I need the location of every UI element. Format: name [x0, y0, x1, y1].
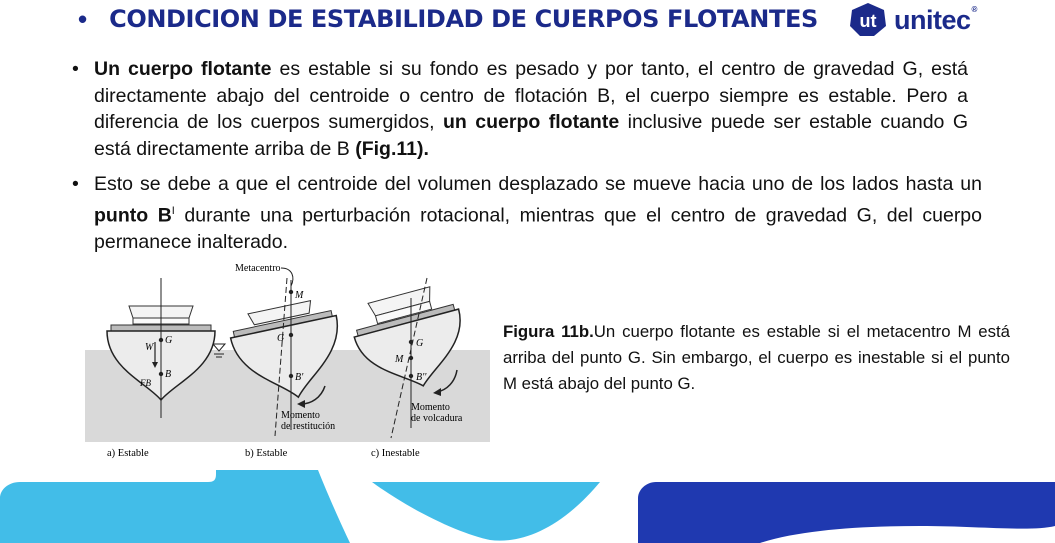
- figure-caption: [503, 319, 1010, 397]
- metacentro-label: Metacentro: [235, 263, 281, 274]
- unitec-badge-icon: [848, 2, 888, 38]
- label-B: B: [165, 369, 172, 380]
- bold-text: Un cuerpo flotante: [94, 58, 272, 80]
- caption-a: a) Estable: [107, 448, 149, 459]
- overturning-moment-label-1: Momento: [411, 402, 450, 413]
- body-text: es estable si su fondo es pesado y por tanto, el centro de gravedad G, está directamente abajo del centroide o centro de flotación B, el cuerpo siempre es estable. Pero a diferencia de los cuerpos sumergidos,: [94, 58, 968, 133]
- body-text: Esto se debe a que el centroide del volumen desplazado se mueve hacia uno de los lados hasta un: [94, 173, 982, 195]
- caption-label: Figura 11b.: [503, 322, 594, 341]
- label-Fb: FB: [140, 378, 151, 388]
- caption-b: b) Estable: [245, 448, 288, 459]
- page-title: CONDICION DE ESTABILIDAD DE CUERPOS FLOTANTES: [109, 5, 818, 33]
- logo-wordmark: unitec®: [894, 4, 977, 35]
- title-row: [78, 0, 818, 38]
- bullet-dot: •: [72, 58, 79, 80]
- overturning-moment-label-2: de volcadura: [411, 413, 463, 424]
- bullet-item-centroid: [72, 171, 982, 255]
- body-text: inclusive puede ser estable cuando G está directamente arriba de B: [94, 111, 968, 160]
- caption-c: c) Inestable: [371, 448, 420, 459]
- bold-text: punto B: [94, 204, 172, 226]
- title-bullet: •: [78, 3, 88, 34]
- label-W: W: [145, 342, 154, 353]
- deco-light-blue-arc: [372, 482, 600, 541]
- restoring-moment-label-1: Momento: [281, 410, 320, 421]
- logo-badge-text: ut: [859, 11, 877, 31]
- superscript: I: [171, 204, 175, 217]
- bold-text: un cuerpo flotante: [443, 111, 620, 133]
- label-G: G: [277, 333, 285, 344]
- bullet-list: [72, 56, 982, 255]
- water-level-symbol: [213, 344, 225, 351]
- body-text: durante una perturbación rotacional, mientras que el centro de gravedad G, del cuerpo permanece inalterado.: [94, 204, 983, 253]
- caption-text: Un cuerpo flotante es estable si el metacentro M está arriba del punto G. Sin embargo, el cuerpo es inestable si el punto M está abajo del punto G.: [503, 322, 1011, 393]
- stability-figure: [85, 258, 490, 463]
- deco-light-blue-left: [0, 470, 350, 543]
- registered-mark: ®: [971, 4, 977, 14]
- footer-decoration: [0, 470, 1055, 543]
- bullet-dot: •: [72, 173, 79, 195]
- label-G: G: [165, 335, 173, 346]
- label-M: M: [295, 290, 304, 301]
- label-Bpp: B'': [416, 372, 427, 383]
- label-G: G: [416, 338, 424, 349]
- label-Bp: B': [295, 372, 304, 383]
- restoring-moment-label-2: de restitución: [281, 421, 336, 432]
- bullet-item-floating-body: [72, 56, 968, 162]
- figure-reference: (Fig.11).: [355, 137, 429, 160]
- label-M: M: [395, 354, 404, 365]
- unitec-logo: [848, 2, 977, 38]
